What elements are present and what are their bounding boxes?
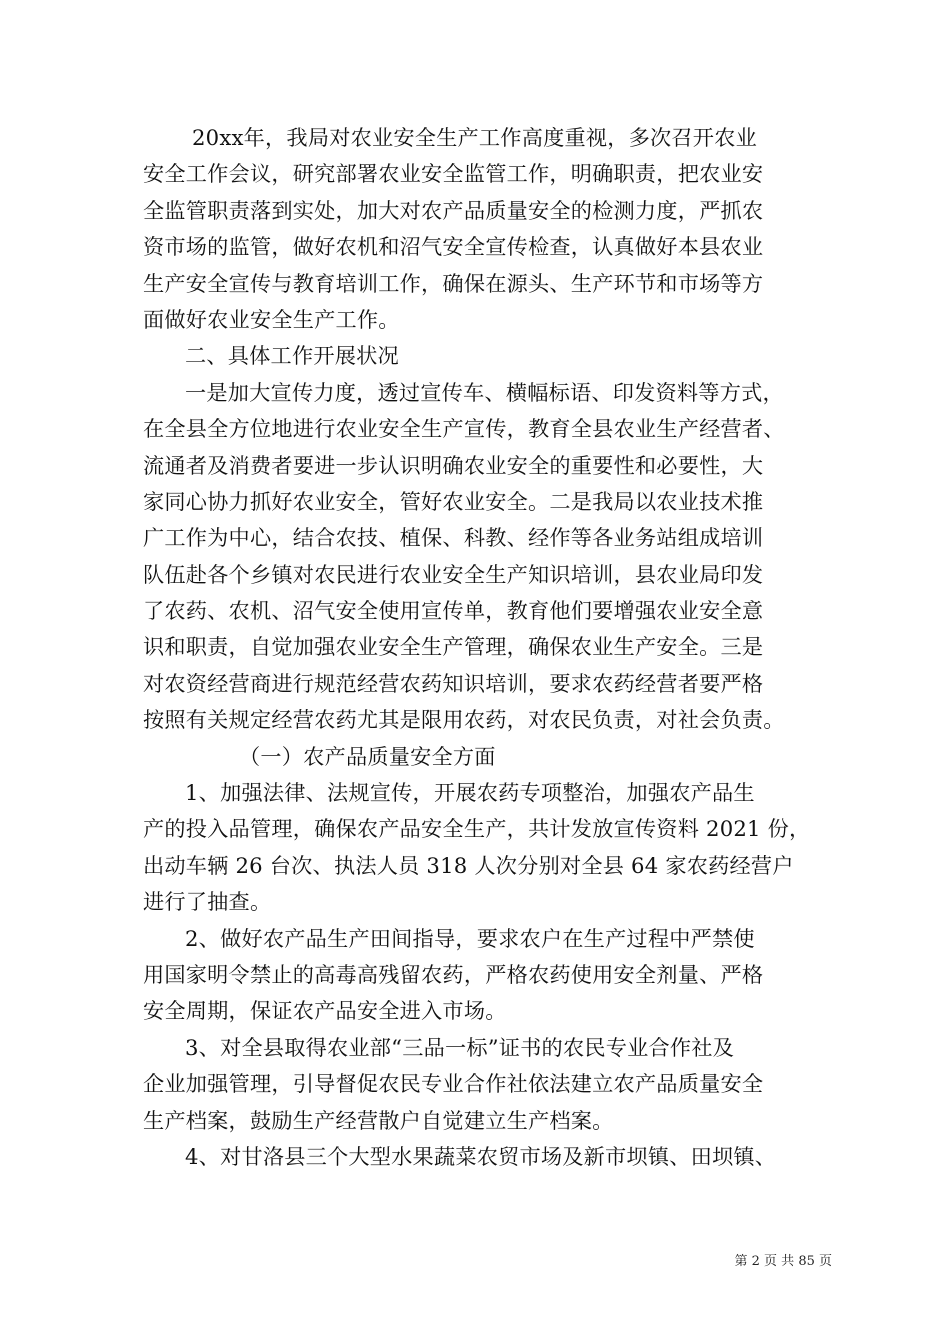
text-line: 广工作为中心，结合农技、植保、科教、经作等各业务站组成培训	[143, 525, 764, 551]
text-line: 流通者及消费者要进一步认识明确农业安全的重要性和必要性，大	[143, 452, 764, 478]
text-line: 安全工作会议，研究部署农业安全监管工作，明确职责，把农业安	[143, 161, 764, 187]
text-line: 2、做好农产品生产田间指导，要求农户在生产过程中严禁使	[185, 925, 755, 951]
text-line: 家同心协力抓好农业安全，管好农业安全。二是我局以农业技术推	[143, 488, 764, 514]
text-line: 了农药、农机、沼气安全使用宣传单，教育他们要增强农业安全意	[143, 598, 764, 624]
text-line: 在全县全方位地进行农业安全生产宣传，教育全县农业生产经营者、	[143, 416, 785, 442]
text-line: 产的投入品管理，确保农产品安全生产，共计发放宣传资料 2021 份，	[143, 816, 811, 842]
text-line: 3、对全县取得农业部“三品一标”证书的农民专业合作社及	[185, 1034, 735, 1060]
text-line: 用国家明令禁止的高毒高残留农药，严格农药使用安全剂量、严格	[143, 961, 764, 987]
text-line: 20xx年，我局对农业安全生产工作高度重视，多次召开农业	[192, 125, 757, 150]
text-line: 按照有关规定经营农药尤其是限用农药，对农民负责，对社会负责。	[143, 707, 785, 733]
text-line: 4、对甘洛县三个大型水果蔬菜农贸市场及新市坝镇、田坝镇、	[185, 1143, 777, 1169]
text-line: 对农资经营商进行规范经营农药知识培训，要求农药经营者要严格	[143, 670, 764, 696]
page-number-label: 第 2 页 共 85 页	[734, 1254, 832, 1269]
text-line: 识和职责，自觉加强农业安全生产管理，确保农业生产安全。三是	[143, 634, 764, 660]
text-line: 资市场的监管，做好农机和沼气安全宣传检查，认真做好本县农业	[143, 234, 764, 260]
text-line: 生产档案，鼓励生产经营散户自觉建立生产档案。	[143, 1107, 614, 1133]
text-line: 企业加强管理，引导督促农民专业合作社依法建立农产品质量安全	[143, 1071, 764, 1097]
text-line: 一是加大宣传力度，透过宣传车、横幅标语、印发资料等方式，	[185, 379, 784, 405]
text-line: （一）农产品质量安全方面	[239, 743, 496, 769]
text-line: 队伍赴各个乡镇对农民进行农业安全生产知识培训，县农业局印发	[143, 561, 764, 587]
text-line: 安全周期，保证农产品安全进入市场。	[143, 998, 507, 1024]
document-body	[143, 120, 819, 1175]
text-line: 二、具体工作开展状况	[185, 343, 399, 369]
text-line: 进行了抽查。	[143, 889, 272, 915]
text-line: 面做好农业安全生产工作。	[143, 306, 400, 332]
text-line: 1、加强法律、法规宣传，开展农药专项整治，加强农产品生	[185, 780, 755, 806]
text-line: 出动车辆 26 台次、执法人员 318 人次分别对全县 64 家农药经营户	[143, 852, 794, 878]
text-line: 全监管职责落到实处，加大对农产品质量安全的检测力度，严抓农	[143, 197, 764, 223]
text-line: 生产安全宣传与教育培训工作，确保在源头、生产环节和市场等方	[143, 270, 764, 296]
page-footer	[0, 1250, 950, 1269]
